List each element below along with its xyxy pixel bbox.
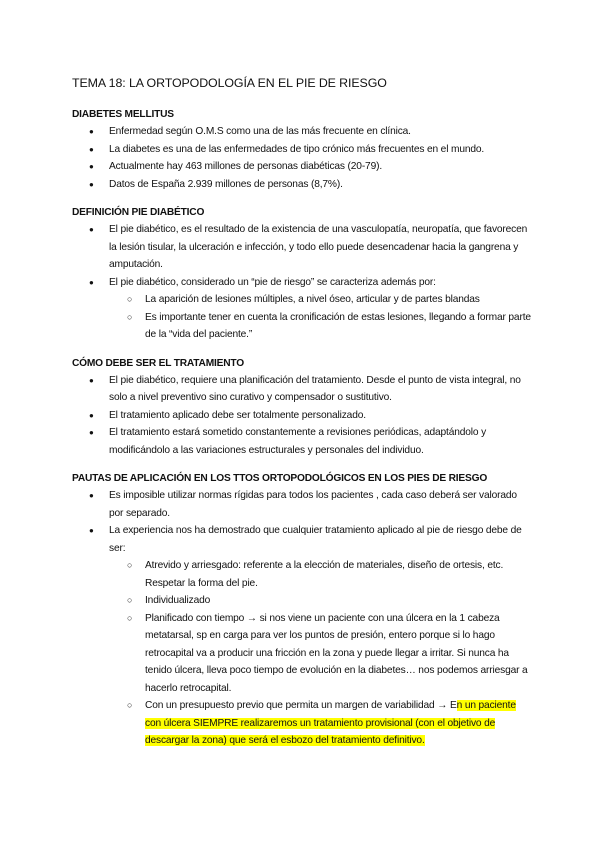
list-item: ● La diabetes es una de las enfermedades de tipo crónico más frecuentes en el mundo. — [72, 141, 532, 159]
bullet-list — [72, 123, 532, 193]
section-pautas-aplicacion — [72, 473, 532, 750]
bullet-list — [72, 221, 532, 344]
sub-list-item: ○ Es importante tener en cuenta la cronificación de estas lesiones, llegando a formar parte de la “vida del paciente.” — [109, 309, 532, 344]
sub-list-item: ○ La aparición de lesiones múltiples, a nivel óseo, articular y de partes blandas — [109, 291, 532, 309]
list-item — [72, 522, 532, 750]
list-item: ● Enfermedad según O.M.S como una de las más frecuente en clínica. — [72, 123, 532, 141]
sub-list — [109, 557, 532, 750]
sub-list — [109, 291, 532, 344]
page-title: TEMA 18: LA ORTOPODOLOGÍA EN EL PIE DE RIESGO — [72, 76, 387, 90]
list-item: ● El tratamiento estará sometido constantemente a revisiones periódicas, adaptándolo y modificándolo a las variaciones estructurales y personales del individuo. — [72, 424, 532, 459]
list-item: ● El tratamiento aplicado debe ser totalmente personalizado. — [72, 407, 532, 425]
highlighted-text: n un paciente con úlcera SIEMPRE realizaremos un tratamiento provisional (con el objetivo de descargar la zona) que será el esbozo del tratamiento definitivo. — [145, 700, 516, 746]
sub-list-item: ○ Atrevido y arriesgado: referente a la elección de materiales, diseño de ortesis, etc. Respetar la forma del pie. — [109, 557, 532, 592]
section-heading: DEFINICIÓN PIE DIABÉTICO — [72, 207, 205, 218]
list-item-text: El pie diabético, considerado un “pie de riesgo” se caracteriza además por: — [109, 276, 436, 288]
section-heading: DIABETES MELLITUS — [72, 109, 174, 120]
list-item — [72, 274, 532, 344]
document-page — [72, 76, 532, 764]
sub-list-item: ○ Planificado con tiempo → si nos viene un paciente con una úlcera en la 1 cabeza metatarsal, sp en carga para ver los puntos de presión, entero porque si lo hago retrocapital va a producir una fricción en la zona y puede llegar a irritar. Si nunca ha tenido úlcera, lleva poco tiempo de evolución en la diabetes… nos podemos arriesgar a hacerlo retrocapital. — [109, 610, 532, 698]
section-heading: CÓMO DEBE SER EL TRATAMIENTO — [72, 357, 244, 369]
section-diabetes-mellitus — [72, 109, 532, 193]
sub-list-item: ○ Individualizado — [109, 592, 532, 610]
section-heading: PAUTAS DE APLICACIÓN EN LOS TTOS ORTOPODOLÓGICOS EN LOS PIES DE RIESGO — [72, 473, 488, 484]
sub-list-item-text: Con un presupuesto previo que permita un margen de variabilidad → E — [145, 700, 457, 711]
list-item: ● Datos de España 2.939 millones de personas (8,7%). — [72, 176, 532, 194]
list-item: ● Es imposible utilizar normas rígidas para todos los pacientes , cada caso deberá ser valorado por separado. — [72, 487, 532, 522]
list-item: ● El pie diabético, requiere una planificación del tratamiento. Desde el punto de vista integral, no solo a nivel preventivo sino curativo y compensador o sustitutivo. — [72, 372, 532, 407]
section-como-debe-ser-tratamiento — [72, 358, 532, 460]
sub-list-item — [109, 697, 532, 750]
list-item: ● El pie diabético, es el resultado de la existencia de una vasculopatía, neuropatía, que favorecen la lesión tisular, la ulceración e infección, y todo ello puede desencadenar hacia la gangrena y amputación. — [72, 221, 532, 274]
list-item: ● Actualmente hay 463 millones de personas diabéticas (20-79). — [72, 158, 532, 176]
bullet-list — [72, 372, 532, 460]
section-definicion-pie-diabetico — [72, 207, 532, 344]
list-item-text: La experiencia nos ha demostrado que cualquier tratamiento aplicado al pie de riesgo debe de ser: — [109, 525, 522, 554]
bullet-list — [72, 487, 532, 750]
